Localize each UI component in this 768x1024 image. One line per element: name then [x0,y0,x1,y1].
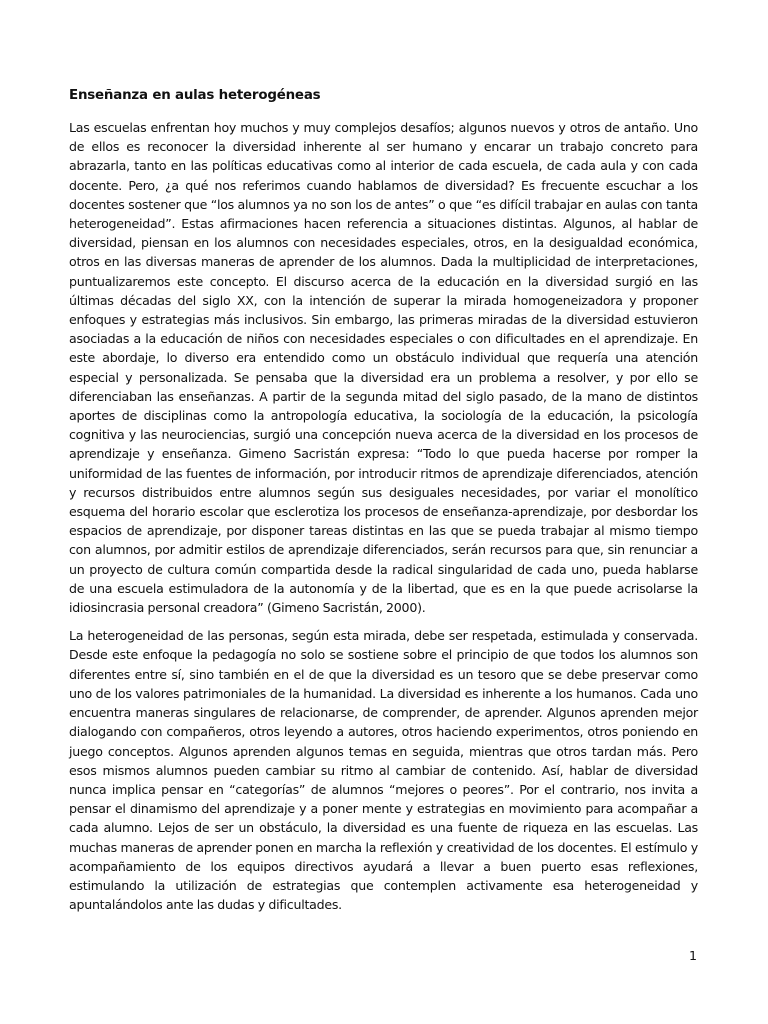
document-page [69,86,698,923]
document-title: Enseñanza en aulas heterogéneas [69,88,321,103]
paragraph-1: Las escuelas enfrentan hoy muchos y muy complejos desafíos; algunos nuevos y otros de antaño. Uno de ellos es reconocer la diversidad inherente al ser humano y encarar un trabajo concreto para abrazarla, tanto en las políticas educativas como al interior de cada escuela, de cada aula y con cada docente. Pero, ¿a qué nos referimos cuando hablamos de diversidad? Es frecuente escuchar a los docentes sostener que “los alumnos ya no son los de antes” o que “es difícil trabajar en aulas con tanta heterogeneidad”. Estas afirmaciones hacen referencia a situaciones distintas. Algunos, al hablar de diversidad, piensan en los alumnos con necesidades especiales, otros, en la desigualdad económica, otros en las diversas maneras de aprender de los alumnos. Dada la multiplicidad de interpretaciones, puntualizaremos este concepto. El discurso acerca de la educación en la diversidad surgió en las últimas décadas del siglo XX, con la intención de superar la mirada homogeneizadora y proponer enfoques y estrategias más inclusivos. Sin embargo, las primeras miradas de la diversidad estuvieron asociadas a la educación de niños con necesidades especiales o con dificultades en el aprendizaje. En este abordaje, lo diverso era entendido como un obstáculo individual que requería una atención especial y personalizada. Se pensaba que la diversidad era un problema a resolver, y por ello se diferenciaban las enseñanzas. A partir de la segunda mitad del siglo pasado, de la mano de distintos aportes de disciplinas como la antropología educativa, la sociología de la educación, la psicología cognitiva y las neurociencias, surgió una concepción nueva acerca de la diversidad en los procesos de aprendizaje y enseñanza. Gimeno Sacristán expresa: “Todo lo que pueda hacerse por romper la uniformidad de las fuentes de información, por introducir ritmos de aprendizaje diferenciados, atención y recursos distribuidos entre alumnos según sus desiguales necesidades, por variar el monolítico esquema del horario escolar que esclerotiza los procesos de enseñanza-aprendizaje, por desbordar los espacios de aprendizaje, por disponer tareas distintas en las que se pueda trabajar al mismo tiempo con alumnos, por admitir estilos de aprendizaje diferenciados, serán recursos para que, sin renunciar a un proyecto de cultura común compartida desde la radical singularidad de cada uno, pueda hablarse de una escuela estimuladora de la autonomía y de la libertad, que es en la que puede acrisolarse la idiosincrasia personal creadora” (Gimeno Sacristán, 2000). [69,120,698,616]
paragraph-2: La heterogeneidad de las personas, según esta mirada, debe ser respetada, estimulada y conservada. Desde este enfoque la pedagogía no solo se sostiene sobre el principio de que todos los alumnos son diferentes entre sí, sino también en el de que la diversidad es un tesoro que se debe preservar como uno de los valores patrimoniales de la humanidad. La diversidad es inherente a los humanos. Cada uno encuentra maneras singulares de relacionarse, de comprender, de aprender. Algunos aprenden mejor dialogando con compañeros, otros leyendo a autores, otros haciendo experimentos, otros poniendo en juego conceptos. Algunos aprenden algunos temas en seguida, mientras que otros tardan más. Pero esos mismos alumnos pueden cambiar su ritmo al cambiar de contenido. Así, hablar de diversidad nunca implica pensar en “categorías” de alumnos “mejores o peores”. Por el contrario, nos invita a pensar el dinamismo del aprendizaje y a poner mente y estrategias en movimiento para acompañar a cada alumno. Lejos de ser un obstáculo, la diversidad es una fuente de riqueza en las escuelas. Las muchas maneras de aprender ponen en marcha la reflexión y creatividad de los docentes. El estímulo y acompañamiento de los equipos directivos ayudará a llevar a buen puerto esas reflexiones, estimulando la utilización de estrategias que contemplen activamente esa heterogeneidad y apuntalándolos ante las dudas y dificultades. [69,628,698,913]
page-number: 1 [688,948,697,963]
